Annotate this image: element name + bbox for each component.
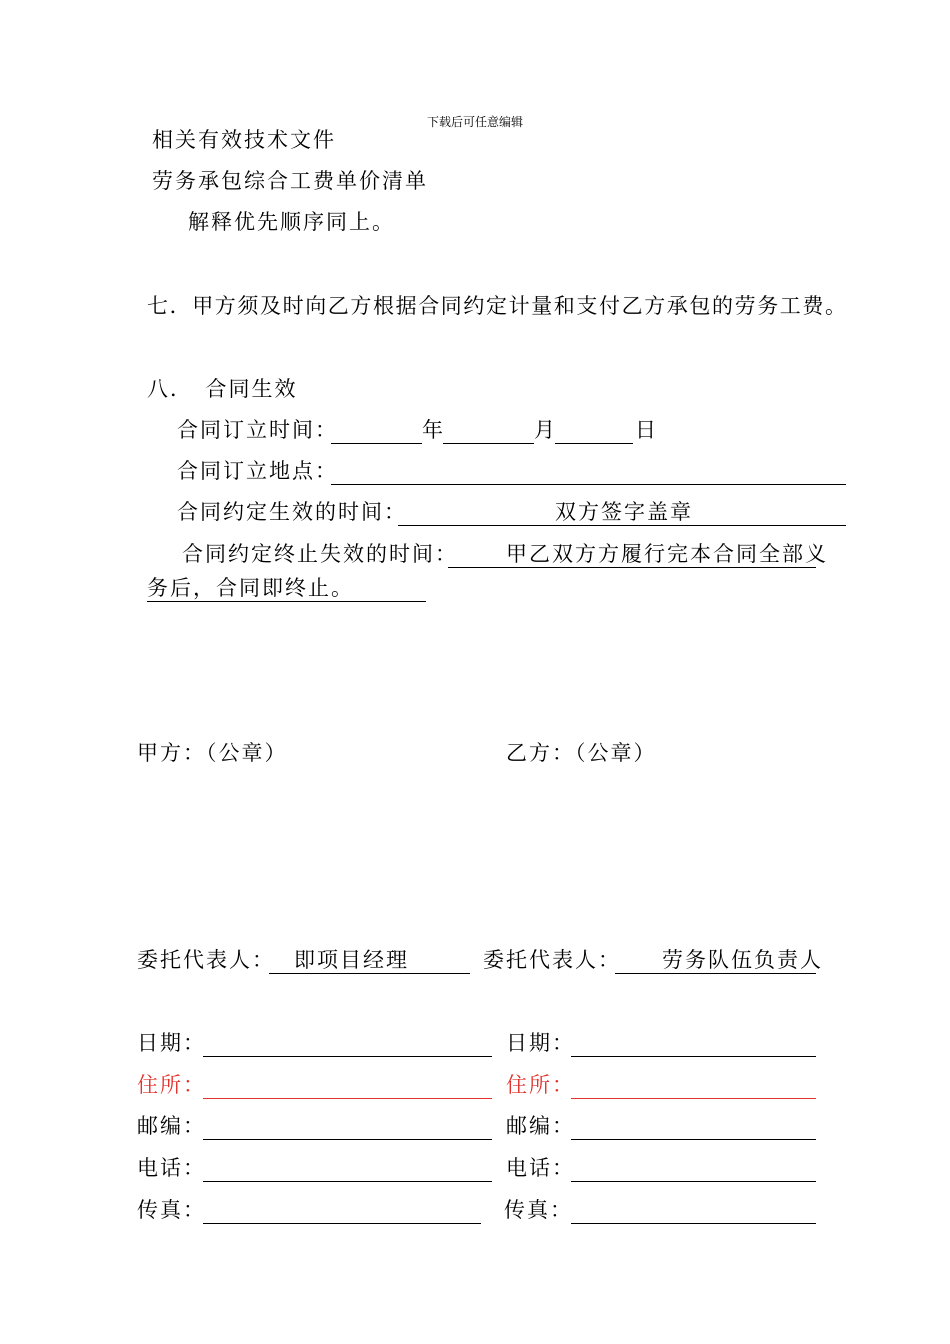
effective-time-field[interactable]: 双方签字盖章 xyxy=(398,498,846,526)
fax-label-a: 传真： xyxy=(137,1198,206,1222)
postcode-field-b[interactable] xyxy=(571,1112,816,1140)
fax-label-b: 传真： xyxy=(504,1198,573,1222)
sign-place-label: 合同订立地点： xyxy=(177,459,338,483)
postcode-field-a[interactable] xyxy=(203,1112,492,1140)
rep-a-label: 委托代表人： xyxy=(137,948,275,972)
address-label-b: 住所： xyxy=(506,1073,575,1097)
rep-b-label: 委托代表人： xyxy=(483,948,621,972)
postcode-label-b: 邮编： xyxy=(506,1114,575,1138)
rep-a-field[interactable]: 即项目经理 xyxy=(269,946,470,974)
sign-day-blank[interactable] xyxy=(555,416,633,444)
date-label-a: 日期： xyxy=(137,1031,206,1055)
date-label-b: 日期： xyxy=(506,1031,575,1055)
section-7-payment-clause: 七．甲方须及时向乙方根据合同约定计量和支付乙方承包的劳务工费。 xyxy=(147,294,848,318)
doc-list-item-price-list: 劳务承包综合工费单价清单 xyxy=(152,169,428,193)
termination-time-field-line2[interactable]: 务后，合同即终止。 xyxy=(147,574,426,602)
page-header-watermark: 下载后可任意编辑 xyxy=(426,115,523,129)
month-label: 月 xyxy=(534,418,557,442)
phone-field-a[interactable] xyxy=(203,1154,492,1182)
sign-place-blank[interactable] xyxy=(331,457,846,485)
effective-time-label: 合同约定生效的时间： xyxy=(177,500,407,524)
party-a-seal: 甲方：（公章） xyxy=(137,741,288,765)
termination-time-field-line1[interactable]: 甲乙双方方履行完本合同全部义 xyxy=(448,540,816,568)
doc-list-item-technical-files: 相关有效技术文件 xyxy=(152,128,336,152)
sign-time-label: 合同订立时间： xyxy=(177,418,338,442)
address-field-a[interactable] xyxy=(203,1071,492,1099)
address-label-a: 住所： xyxy=(137,1073,206,1097)
rep-b-field[interactable]: 劳务队伍负责人 xyxy=(615,946,816,974)
phone-field-b[interactable] xyxy=(571,1154,816,1182)
day-label: 日 xyxy=(635,418,658,442)
date-field-a[interactable] xyxy=(203,1029,492,1057)
interpretation-order-note: 解释优先顺序同上。 xyxy=(188,210,395,234)
section-8-heading: 八． 合同生效 xyxy=(147,377,298,401)
party-b-seal: 乙方：（公章） xyxy=(506,741,657,765)
phone-label-a: 电话： xyxy=(137,1156,206,1180)
termination-time-label: 合同约定终止失效的时间： xyxy=(182,542,458,566)
sign-year-blank[interactable] xyxy=(331,416,422,444)
year-label: 年 xyxy=(422,418,445,442)
date-field-b[interactable] xyxy=(571,1029,816,1057)
sign-month-blank[interactable] xyxy=(443,416,534,444)
postcode-label-a: 邮编： xyxy=(137,1114,206,1138)
address-field-b[interactable] xyxy=(571,1071,816,1099)
fax-field-b[interactable] xyxy=(571,1196,816,1224)
fax-field-a[interactable] xyxy=(203,1196,481,1224)
phone-label-b: 电话： xyxy=(506,1156,575,1180)
